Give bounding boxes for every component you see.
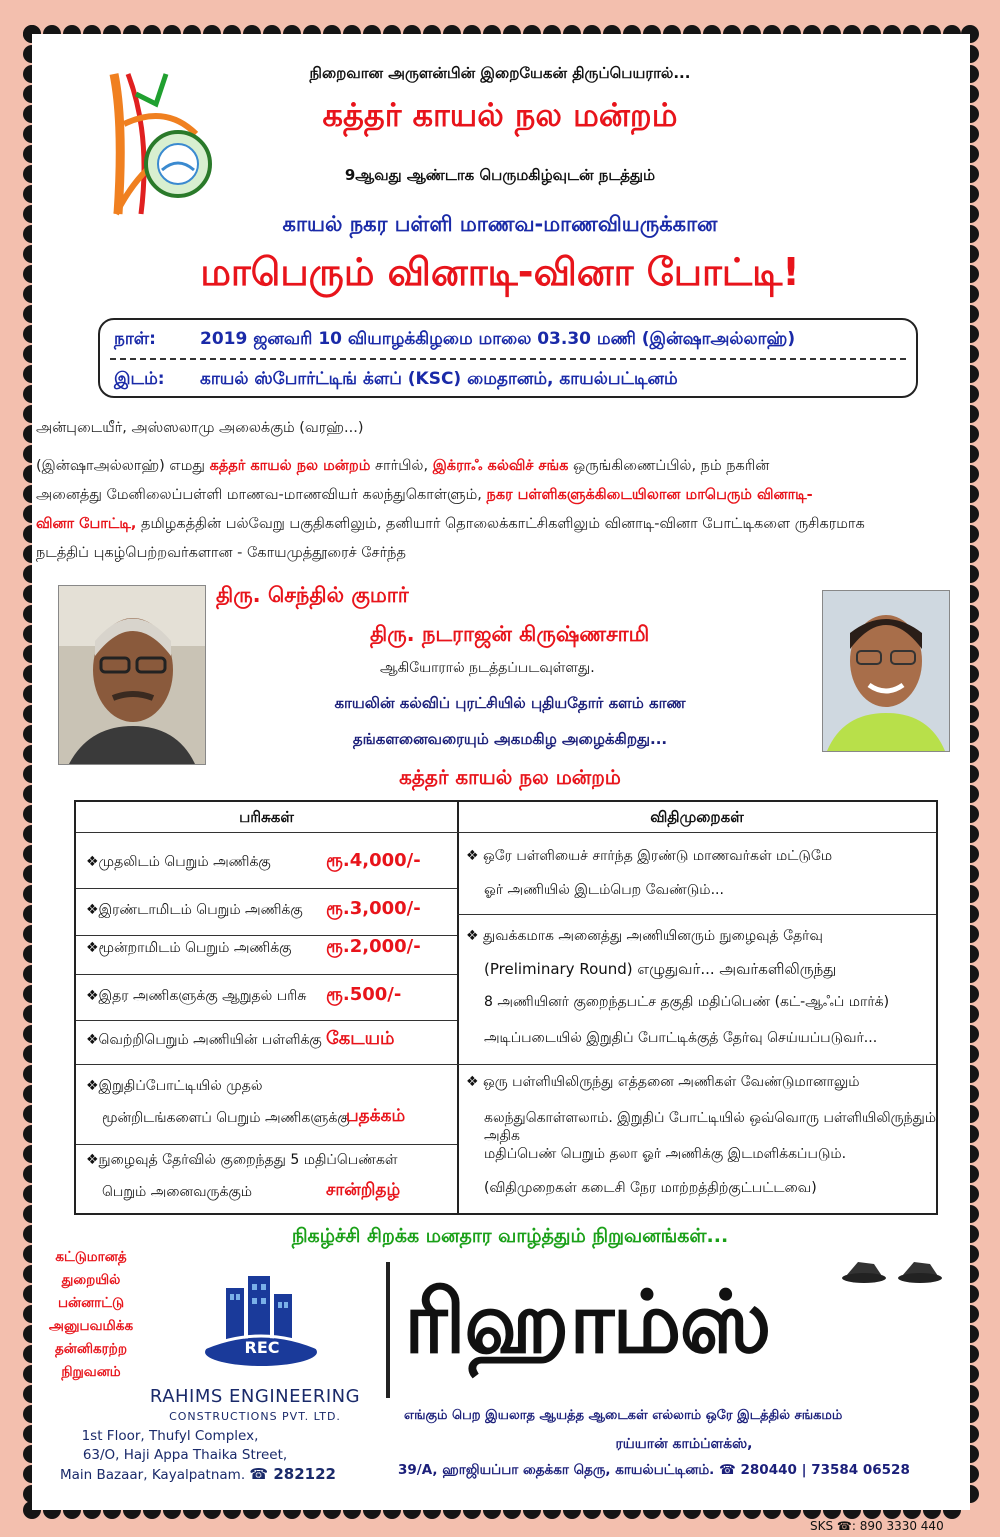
rule-2-line-3: 8 அணியினர் குறைந்தபட்ச தகுதி மதிப்பெண் (கட்-ஆஃப் மார்க்) (484, 994, 890, 1010)
prizes-rules-table (74, 800, 938, 1215)
org-title: கத்தர் காயல் நல மன்றம் (322, 96, 678, 134)
invite-line-1: காயலின் கல்விப் புரட்சியில் புதியதோர் களம் காண (334, 694, 686, 712)
rec-tagline (36, 1246, 146, 1384)
prize-row-4-label: ❖இதர அணிகளுக்கு ஆறுதல் பரிசு (86, 988, 307, 1004)
rule-3-line-1: ❖ ஒரு பள்ளியிலிருந்து எத்தனை அணிகள் வேண்டுமானாலும் (466, 1074, 860, 1090)
column-divider (457, 802, 459, 1213)
rule-2-line-4: அடிப்படையில் இறுதிப் போட்டிக்குத் தேர்வு செய்யப்படுவர்... (484, 1030, 878, 1046)
date-value: 2019 ஜனவரி 10 வியாழக்கிழமை மாலை 03.30 மணி (இன்ஷாஅல்லாஹ்) (200, 329, 796, 349)
rihams-address-1: ரய்யான் காம்ப்ளக்ஸ், (615, 1436, 753, 1452)
rec-address-3: Main Bazaar, Kayalpatnam. ☎ 282122 (60, 1465, 336, 1483)
rule-divider (457, 1064, 936, 1065)
prize-row-1-label: ❖முதலிடம் பெறும் அணிக்கு (86, 854, 271, 870)
place-label: இடம்: (114, 369, 165, 389)
rec-tag-4: அனுபவமிக்க (48, 1318, 134, 1334)
prize-row-rule (76, 1144, 457, 1145)
rihams-tagline: எங்கும் பெற இயலாத ஆயத்த ஆடைகள் எல்லாம் ஒரே இடத்தில் சங்கமம் (404, 1408, 843, 1423)
rec-tag-2: துறையில் (61, 1272, 121, 1288)
rec-address-2: 63/O, Haji Appa Thaika Street, (82, 1447, 288, 1463)
rule-3-line-2: கலந்துகொள்ளலாம். இறுதிப் போட்டியில் ஒவ்வொரு பள்ளியிலிருந்தும் அதிக (484, 1110, 936, 1144)
medal-value: பதக்கம் (346, 1106, 406, 1126)
host-1-name: திரு. செந்தில் குமார் (216, 583, 409, 607)
greeting: அன்புடையீர், அஸ்ஸலாமு அலைக்கும் (வரஹ்...) (36, 420, 364, 436)
rule-2-line-2: (Preliminary Round) எழுதுவர்... அவர்களிலிருந்து (484, 960, 837, 978)
prize-row-5-label: ❖வெற்றிபெறும் அணியின் பள்ளிக்கு (86, 1032, 322, 1048)
cert-line-1: ❖நுழைவுத் தேர்வில் குறைந்தது 5 மதிப்பெண்கள் (86, 1152, 398, 1168)
rule-1-line-2: ஓர் அணியில் இடம்பெற வேண்டும்... (484, 882, 724, 898)
rec-tag-6: நிறுவனம் (61, 1364, 121, 1380)
hat-icon (840, 1250, 950, 1300)
place-value: காயல் ஸ்போர்ட்டிங் க்ளப் (KSC) மைதானம், காயல்பட்டினம் (200, 369, 678, 389)
intro-paragraph (36, 452, 966, 568)
org-signature: கத்தர் காயல் நல மன்றம் (399, 765, 621, 789)
medal-line-1: ❖இறுதிப்போட்டியில் முதல் (86, 1078, 263, 1094)
conducted-line: ஆகியோரால் நடத்தப்படவுள்ளது. (380, 660, 595, 676)
students-line: காயல் நகர பள்ளி மாணவ-மாணவியருக்கான (282, 212, 718, 236)
medal-line-2: மூன்றிடங்களைப் பெறும் அணிகளுக்கு (102, 1110, 350, 1126)
rec-logo (186, 1258, 336, 1388)
divider (110, 358, 906, 360)
rule-3-line-4: (விதிமுறைகள் கடைசி நேர மாற்றத்திற்குட்பட்டவை) (484, 1180, 817, 1196)
prize-row-rule (76, 1064, 457, 1065)
prize-row-rule (76, 1020, 457, 1021)
event-title: மாபெரும் வினாடி-வினா போட்டி! (200, 250, 800, 294)
prize-row-1-value: ரூ.4,000/- (326, 850, 421, 871)
rec-sub: CONSTRUCTIONS PVT. LTD. (169, 1410, 341, 1423)
rihams-address-2: 39/A, ஹாஜியப்பா தைக்கா தெரு, காயல்பட்டினம். ☎ 280440 | 73584 06528 (398, 1462, 910, 1478)
prizes-heading-rule (76, 832, 457, 833)
rec-tag-1: கட்டுமானத் (55, 1249, 127, 1265)
rule-2-line-1: ❖ துவக்கமாக அனைத்து அணியினரும் நுழைவுத் தேர்வு (466, 928, 823, 944)
rec-name: RAHIMS ENGINEERING (149, 1386, 361, 1407)
prize-row-3-value: ரூ.2,000/- (326, 936, 421, 957)
sponsors-heading: நிகழ்ச்சி சிறக்க மனதார வாழ்த்தும் நிறுவனங்கள்... (291, 1225, 729, 1247)
rec-address (60, 1427, 390, 1485)
designer-credit: SKS ☎: 890 3330 440 (810, 1519, 944, 1533)
prize-row-rule (76, 888, 457, 889)
prize-row-5-value: கேடயம் (326, 1028, 395, 1049)
rules-heading: விதிமுறைகள் (650, 808, 744, 826)
para-line-2: அனைத்து மேனிலைப்பள்ளி மாணவ-மாணவியர் கலந்துகொள்ளும், நகர பள்ளிகளுக்கிடையிலான மாபெரும் வினாடி- (36, 487, 813, 503)
rec-tag-5: தன்னிகரற்ற (54, 1341, 128, 1357)
prizes-heading: பரிசுகள் (239, 808, 294, 826)
photo-natarajan-krishnasamy (822, 590, 950, 752)
para-line-3: வினா போட்டி, தமிழகத்தின் பல்வேறு பகுதிகளிலும், தனியார் தொலைக்காட்சிகளிலும் வினாடி-வினா போட்டிகளை ருசிகரமாக (36, 516, 865, 532)
rule-divider (457, 914, 936, 915)
prize-row-2-label: ❖இரண்டாமிடம் பெறும் அணிக்கு (86, 902, 303, 918)
para-line-4: நடத்திப் புகழ்பெற்றவர்களான - கோயமுத்தூரைச் சேர்ந்த (36, 545, 406, 561)
para-line-1: (இன்ஷாஅல்லாஹ்) எமது கத்தர் காயல் நல மன்றம் சார்பில், இக்ராஃ கல்விச் சங்க ஒருங்கிணைப்பில், நம் நகரின் (36, 458, 770, 474)
host-2-name: திரு. நடராஜன் கிருஷ்ணசாமி (370, 622, 650, 646)
rules-heading-rule (457, 832, 936, 833)
prize-row-4-value: ரூ.500/- (326, 984, 402, 1005)
photo-senthil-kumar (58, 585, 206, 765)
kwa-logo (96, 64, 226, 224)
sponsor-divider (386, 1262, 390, 1398)
rec-badge: REC (244, 1338, 280, 1357)
anniversary-line: 9ஆவது ஆண்டாக பெருமகிழ்வுடன் நடத்தும் (344, 166, 656, 184)
rec-tag-3: பன்னாட்டு (57, 1295, 125, 1311)
cert-value: சான்றிதழ் (326, 1180, 401, 1200)
rec-address-1: 1st Floor, Thufyl Complex, (81, 1428, 259, 1444)
date-label: நாள்: (114, 329, 156, 349)
rihams-logo: ரிஹாம்ஸ் (404, 1272, 770, 1373)
invite-line-2: தங்களனைவரையும் அகமகிழ அழைக்கிறது... (352, 730, 668, 748)
event-info-box (98, 318, 918, 398)
prize-row-2-value: ரூ.3,000/- (326, 898, 421, 919)
prize-row-rule (76, 974, 457, 975)
rule-3-line-3: மதிப்பெண் பெறும் தலா ஓர் அணிக்கு இடமளிக்கப்படும். (484, 1146, 847, 1162)
rule-1-line-1: ❖ ஒரே பள்ளியைச் சார்ந்த இரண்டு மாணவர்கள் மட்டுமே (466, 848, 833, 864)
blessing-line: நிறைவான அருளன்பின் இறையேகன் திருப்பெயரால்... (309, 64, 691, 82)
cert-line-2: பெறும் அனைவருக்கும் (102, 1184, 253, 1200)
prize-row-3-label: ❖மூன்றாமிடம் பெறும் அணிக்கு (86, 940, 292, 956)
